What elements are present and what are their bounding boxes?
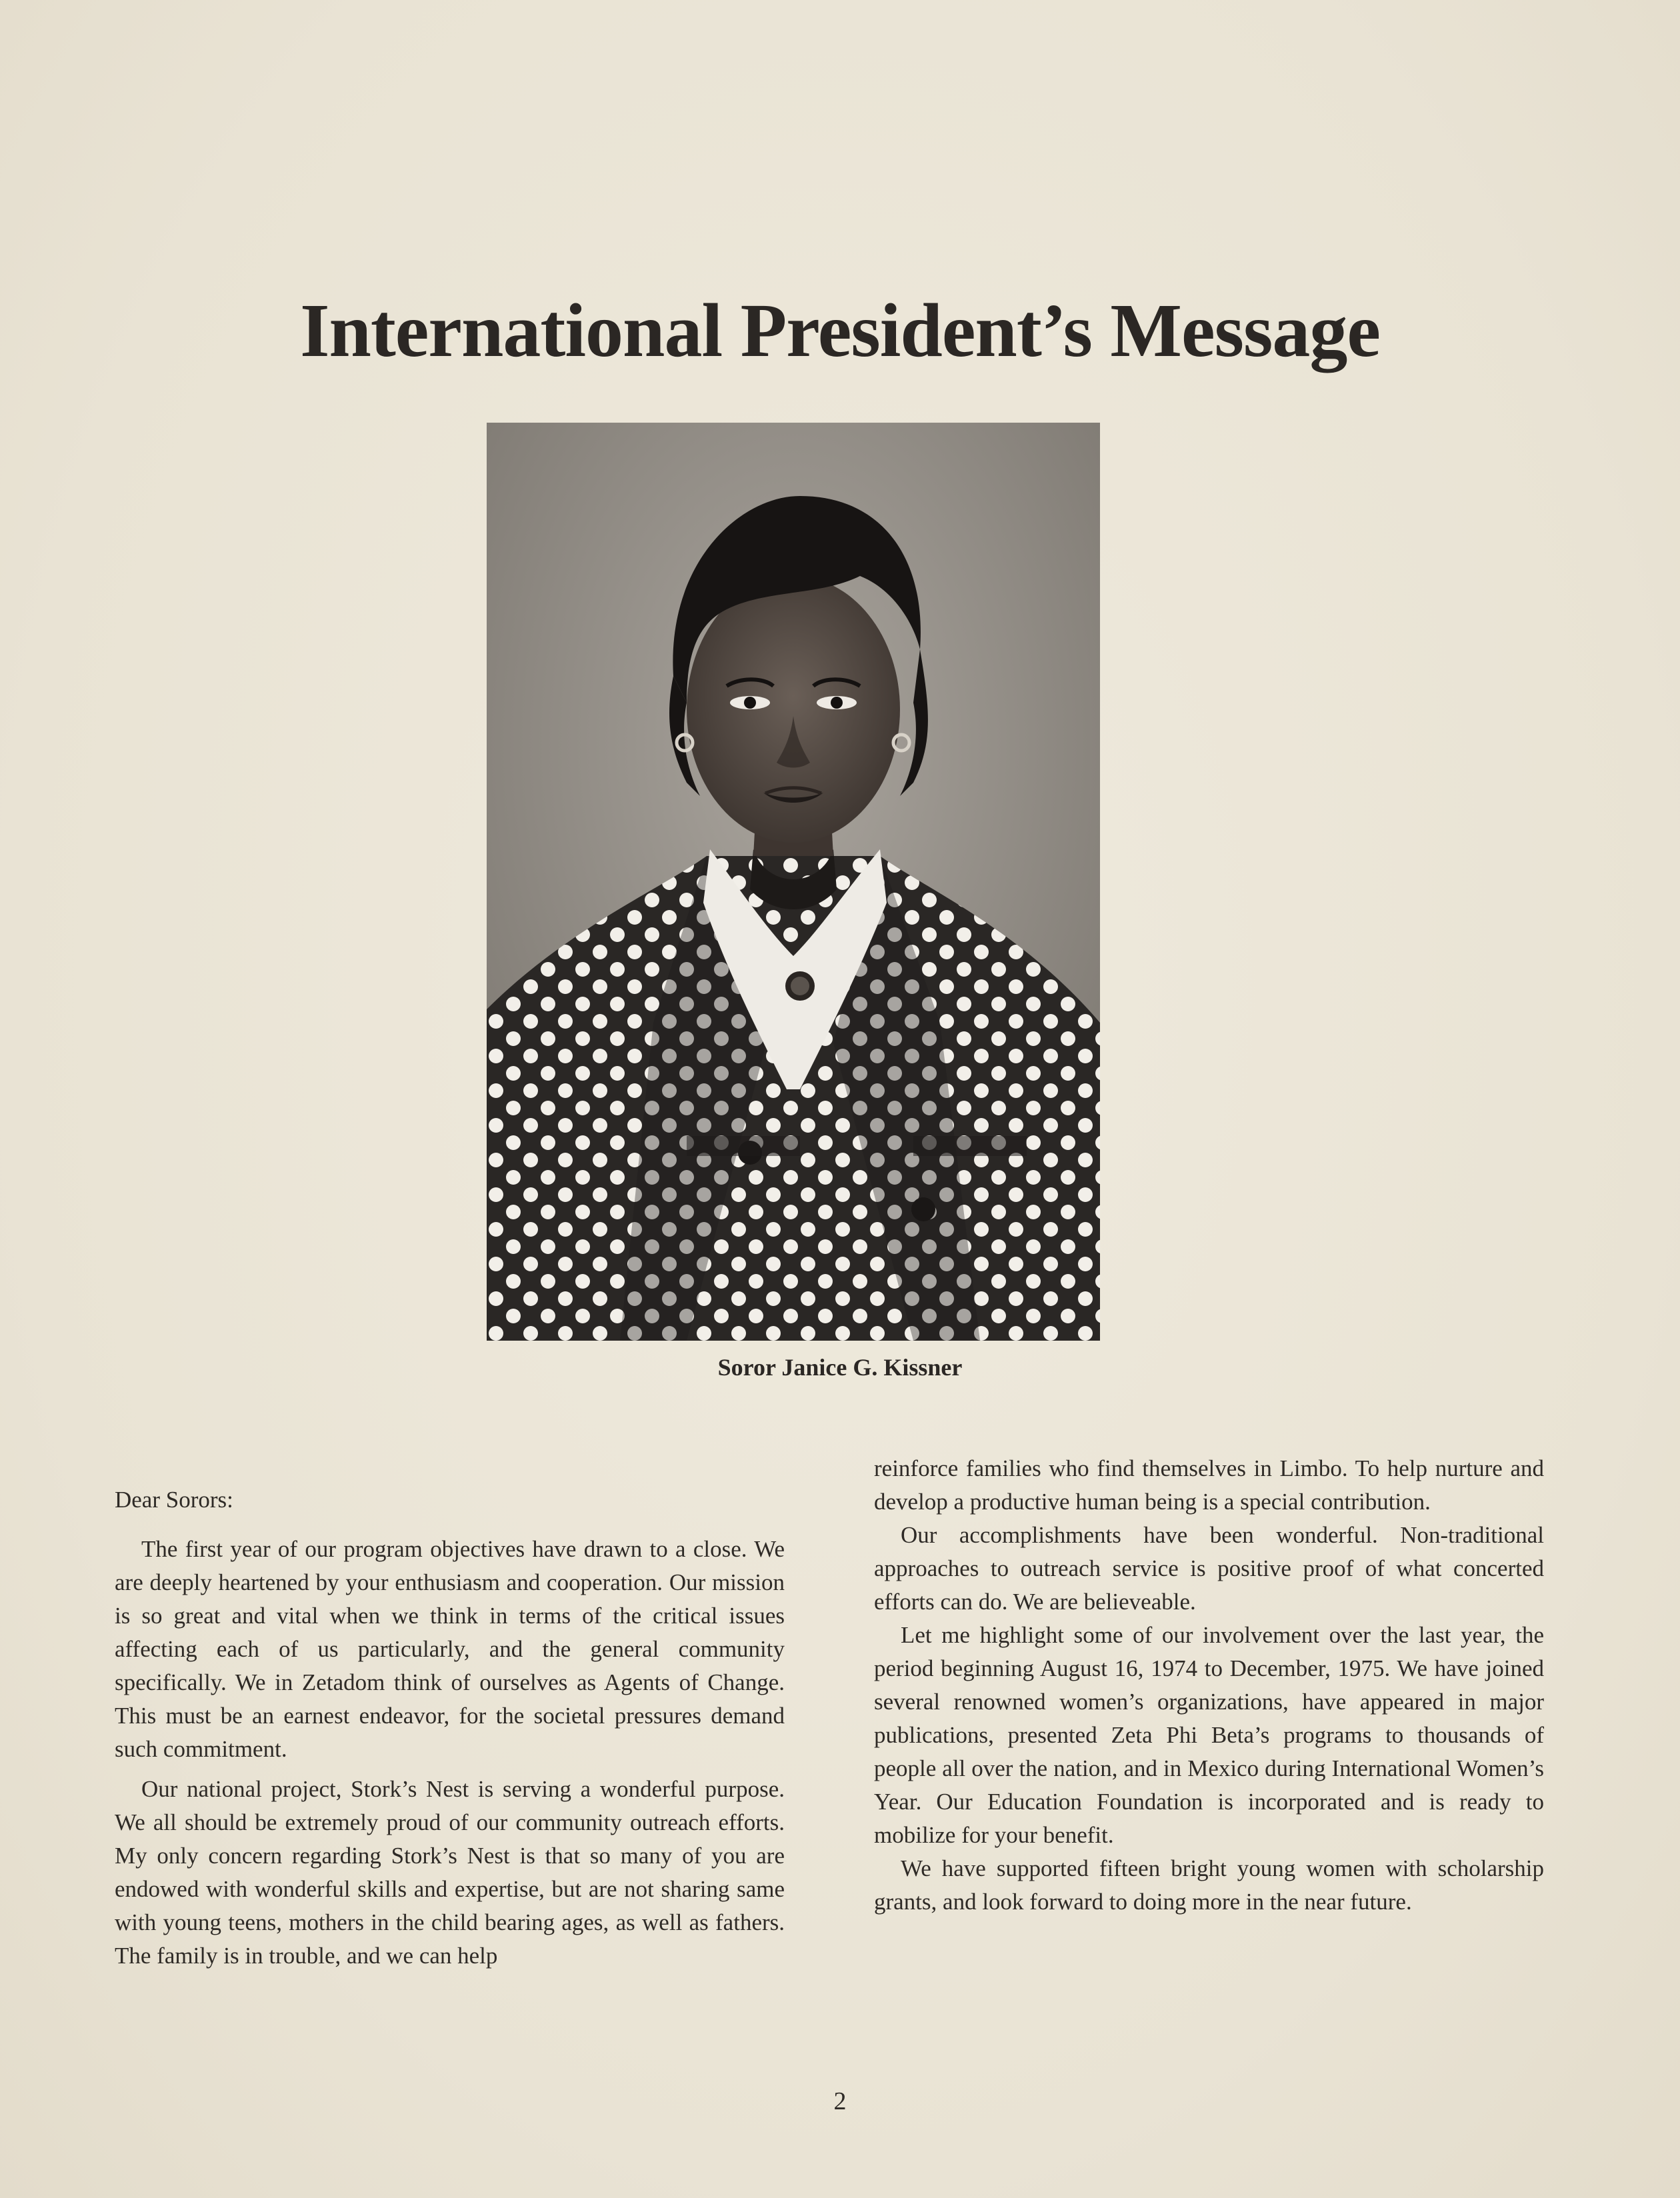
body-paragraph: The first year of our program objectives have drawn to a close. We are deeply heartened by your enthusiasm and cooperation. Our mission is so great and vital when we think in terms of the critical issues affecting each of us particularly, and the general community specifically. We in Zetadom think of ourselves as Agents of Change. This must be an earnest endeavor, for the societal pressures demand such commitment.: [115, 1536, 785, 1762]
right-column: [874, 1452, 1544, 1919]
body-paragraph: Our national project, Stork’s Nest is serving a wonderful purpose. We all should be extremely proud of our community outreach efforts. My only concern regarding Stork’s Nest is that so many of you are endowed with wonderful skills and expertise, but are not sharing same with young teens, mothers in the child bearing ages, as well as fathers. The family is in trouble, and we can help: [115, 1776, 785, 1969]
left-column: [115, 1483, 785, 1973]
body-paragraph: We have supported fifteen bright young women with scholarship grants, and look forward to doing more in the near future.: [874, 1855, 1544, 1915]
page-title: International President’s Message: [300, 288, 1380, 373]
salutation: Dear Sorors:: [115, 1487, 233, 1513]
body-paragraph: Let me highlight some of our involvement over the last year, the period beginning August 16, 1974 to December, 1975. We have joined several renowned women’s organizations, have appeared in major publications, presented Zeta Phi Beta’s programs to thousands of people all over the nation, and in Mexico during International Women’s Year. Our Education Foundation is incorporated and is ready to mobilize for your benefit.: [874, 1622, 1544, 1848]
body-paragraph: reinforce families who find themselves in Limbo. To help nurture and develop a productive human being is a special contribution.: [874, 1455, 1544, 1515]
photo-caption: Soror Janice G. Kissner: [717, 1354, 963, 1381]
page-number: 2: [833, 2087, 847, 2115]
portrait-photo: [487, 423, 1100, 1341]
body-paragraph: Our accomplishments have been wonderful. Non-traditional approaches to outreach service is positive proof of what concerted efforts can do. We are believeable.: [874, 1522, 1544, 1615]
portrait-illustration: [487, 423, 1100, 1341]
